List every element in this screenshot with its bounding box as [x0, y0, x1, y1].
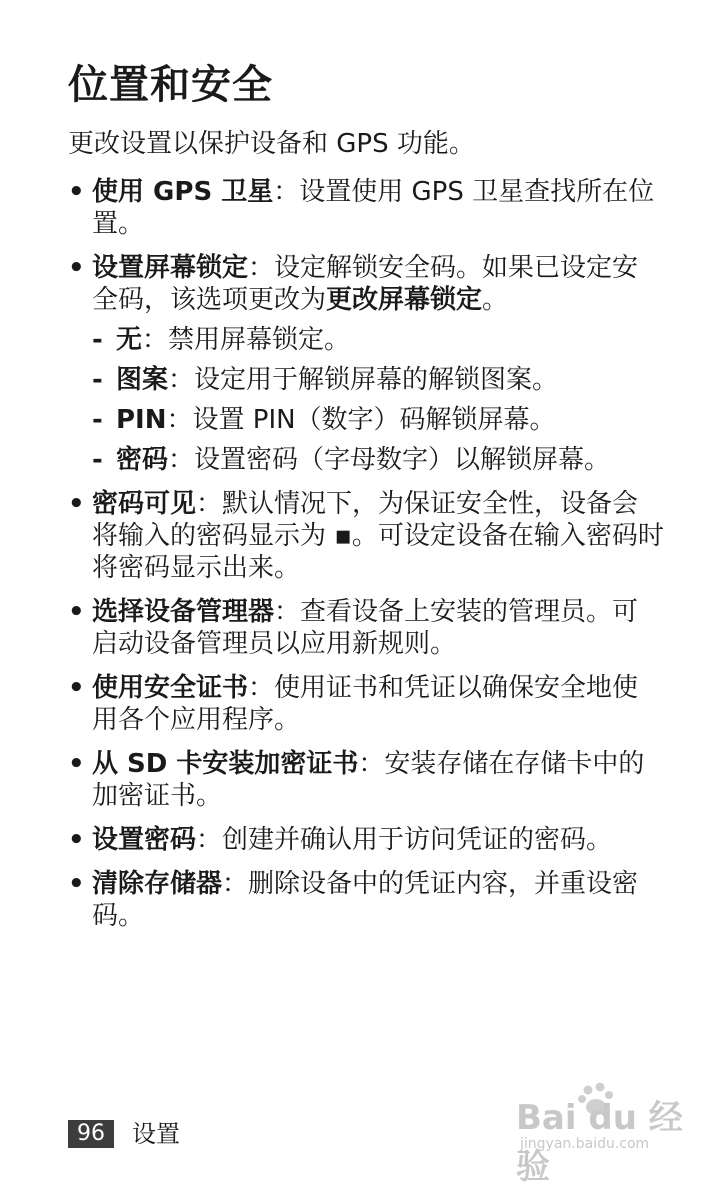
- list-item-set-password: [68, 824, 664, 856]
- item-desc: ：设置使用 GPS 卫星查找所在位置。: [92, 177, 655, 239]
- lock-options-list: [92, 324, 664, 476]
- list-item-device-admin: [68, 596, 664, 660]
- sub-item-password: [92, 444, 664, 476]
- item-tail: 。: [482, 285, 509, 315]
- sub-item-none: [92, 324, 664, 356]
- bullet-icon: •: [68, 869, 85, 899]
- item-desc: ：删除设备中的凭证内容，并重设密码。: [92, 869, 639, 931]
- section-name: 设置: [132, 1120, 180, 1148]
- list-item-clear-storage: [68, 868, 664, 932]
- watermark-logo-text: Bai du 经验: [516, 1098, 683, 1187]
- item-desc: ：查看设备上安装的管理员。可启动设备管理员以应用新规则。: [92, 597, 639, 659]
- sub-item-pattern: [92, 364, 664, 396]
- bullet-icon: •: [68, 177, 85, 207]
- sub-item-term: 无: [116, 325, 143, 355]
- sub-item-pin: [92, 404, 664, 436]
- item-desc: ：创建并确认用于访问凭证的密码。: [196, 825, 613, 855]
- item-term: 清除存储器: [92, 869, 223, 899]
- page-title: 位置和安全: [68, 62, 273, 108]
- list-item-gps: [68, 176, 664, 240]
- dash-icon: -: [92, 365, 103, 395]
- bullet-icon: •: [68, 253, 85, 283]
- item-desc: ：使用证书和凭证以确保安全地使用各个应用程序。: [92, 673, 639, 735]
- item-desc: ：设定解锁安全码。如果已设定安全码，该选项更改为: [92, 253, 639, 315]
- dash-icon: -: [92, 325, 103, 355]
- list-item-password-visible: [68, 488, 664, 584]
- list-item-install-cert: [68, 748, 664, 812]
- page-content: [68, 54, 664, 932]
- item-desc: ：默认情况下，为保证安全性，设备会将输入的密码显示为 ▪。可设定设备在输入密码时将密码显示出来。: [92, 489, 664, 583]
- dash-icon: -: [92, 445, 103, 475]
- bullet-icon: •: [68, 825, 85, 855]
- bullet-icon: •: [68, 749, 85, 779]
- bullet-icon: •: [68, 597, 85, 627]
- item-term: 密码可见: [92, 489, 197, 519]
- sub-item-term: 密码: [116, 445, 169, 475]
- bullet-icon: •: [68, 489, 85, 519]
- settings-list: [68, 176, 664, 932]
- item-term: 使用安全证书: [92, 673, 249, 703]
- item-term: 设置屏幕锁定: [92, 253, 249, 283]
- page-number: 96: [68, 1120, 114, 1148]
- sub-item-desc: ：设定用于解锁屏幕的解锁图案。: [168, 365, 559, 395]
- item-term: 选择设备管理器: [92, 597, 275, 627]
- sub-item-term: PIN: [116, 405, 167, 435]
- item-term: 从 SD 卡安装加密证书: [92, 749, 359, 779]
- list-item-screen-lock: [68, 252, 664, 476]
- sub-item-desc: ：禁用屏幕锁定。: [142, 325, 351, 355]
- page-footer: [68, 1120, 180, 1148]
- dash-icon: -: [92, 405, 103, 435]
- item-term: 使用 GPS 卫星: [92, 177, 274, 207]
- item-term: 设置密码: [92, 825, 197, 855]
- sub-item-desc: ：设置 PIN（数字）码解锁屏幕。: [166, 405, 556, 435]
- list-item-security-cert: [68, 672, 664, 736]
- bullet-icon: •: [68, 673, 85, 703]
- watermark-url: jingyan.baidu.com: [520, 1136, 650, 1152]
- intro-text: 更改设置以保护设备和 GPS 功能。: [68, 129, 475, 159]
- sub-item-term: 图案: [116, 365, 169, 395]
- baidu-watermark: [516, 1080, 696, 1187]
- item-emphasis: 更改屏幕锁定: [326, 285, 483, 315]
- sub-item-desc: ：设置密码（字母数字）以解锁屏幕。: [168, 445, 611, 475]
- item-desc: ：安装存储在存储卡中的加密证书。: [92, 749, 645, 811]
